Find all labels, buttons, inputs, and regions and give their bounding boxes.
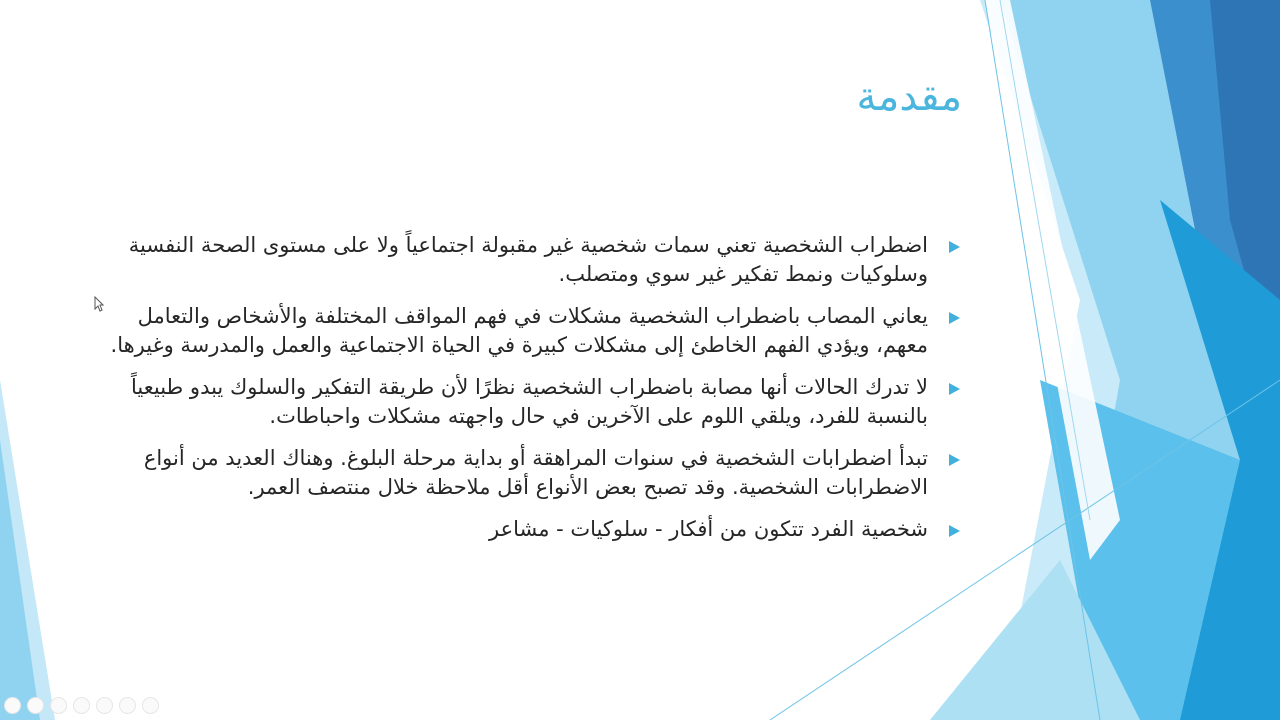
facet-left-mid — [0, 440, 40, 720]
bullet-text: يعاني المصاب باضطراب الشخصية مشكلات في فهم المواقف المختلفة والأشخاص والتعامل معهم، ويؤدي الفهم الخاطئ إلى مشكلات كبيرة في الحياة الاجتماعية والعمل والمدرسة وغيرها. — [110, 304, 928, 357]
slide-title: مقدمة — [856, 74, 962, 120]
next-icon[interactable] — [27, 697, 44, 714]
bullet-list — [80, 231, 960, 557]
bullet-item — [80, 231, 960, 289]
zoom-icon[interactable] — [96, 697, 113, 714]
triangle-right-icon — [949, 454, 960, 466]
slides-icon[interactable] — [73, 697, 90, 714]
bullet-item — [80, 515, 960, 544]
bullet-item — [80, 444, 960, 502]
bullet-text: تبدأ اضطرابات الشخصية في سنوات المراهقة أو بداية مرحلة البلوغ. وهناك العديد من أنواع الاضطرابات الشخصية. وقد تصبح بعض الأنواع أقل ملاحظة خلال منتصف العمر. — [143, 446, 928, 499]
bullet-item — [80, 373, 960, 431]
subtitles-icon[interactable] — [119, 697, 136, 714]
bullet-text: اضطراب الشخصية تعني سمات شخصية غير مقبولة اجتماعياً ولا على مستوى الصحة النفسية وسلوكيات ونمط تفكير غير سوي ومتصلب. — [128, 233, 928, 286]
triangle-right-icon — [949, 383, 960, 395]
mouse-pointer-icon — [94, 296, 104, 312]
prev-icon[interactable] — [4, 697, 21, 714]
slideshow-toolbar — [0, 697, 159, 717]
pen-icon[interactable] — [50, 697, 67, 714]
bullet-text: لا تدرك الحالات أنها مصابة باضطراب الشخصية نظرًا لأن طريقة التفكير والسلوك يبدو طبيعياً بالنسبة للفرد، ويلقي اللوم على الآخرين في حال واجهته مشكلات واحباطات. — [131, 375, 928, 428]
triangle-right-icon — [949, 525, 960, 537]
bullet-item — [80, 302, 960, 360]
triangle-right-icon — [949, 241, 960, 253]
bullet-text: شخصية الفرد تتكون من أفكار - سلوكيات - مشاعر — [488, 517, 928, 541]
triangle-right-icon — [949, 312, 960, 324]
more-icon[interactable] — [142, 697, 159, 714]
